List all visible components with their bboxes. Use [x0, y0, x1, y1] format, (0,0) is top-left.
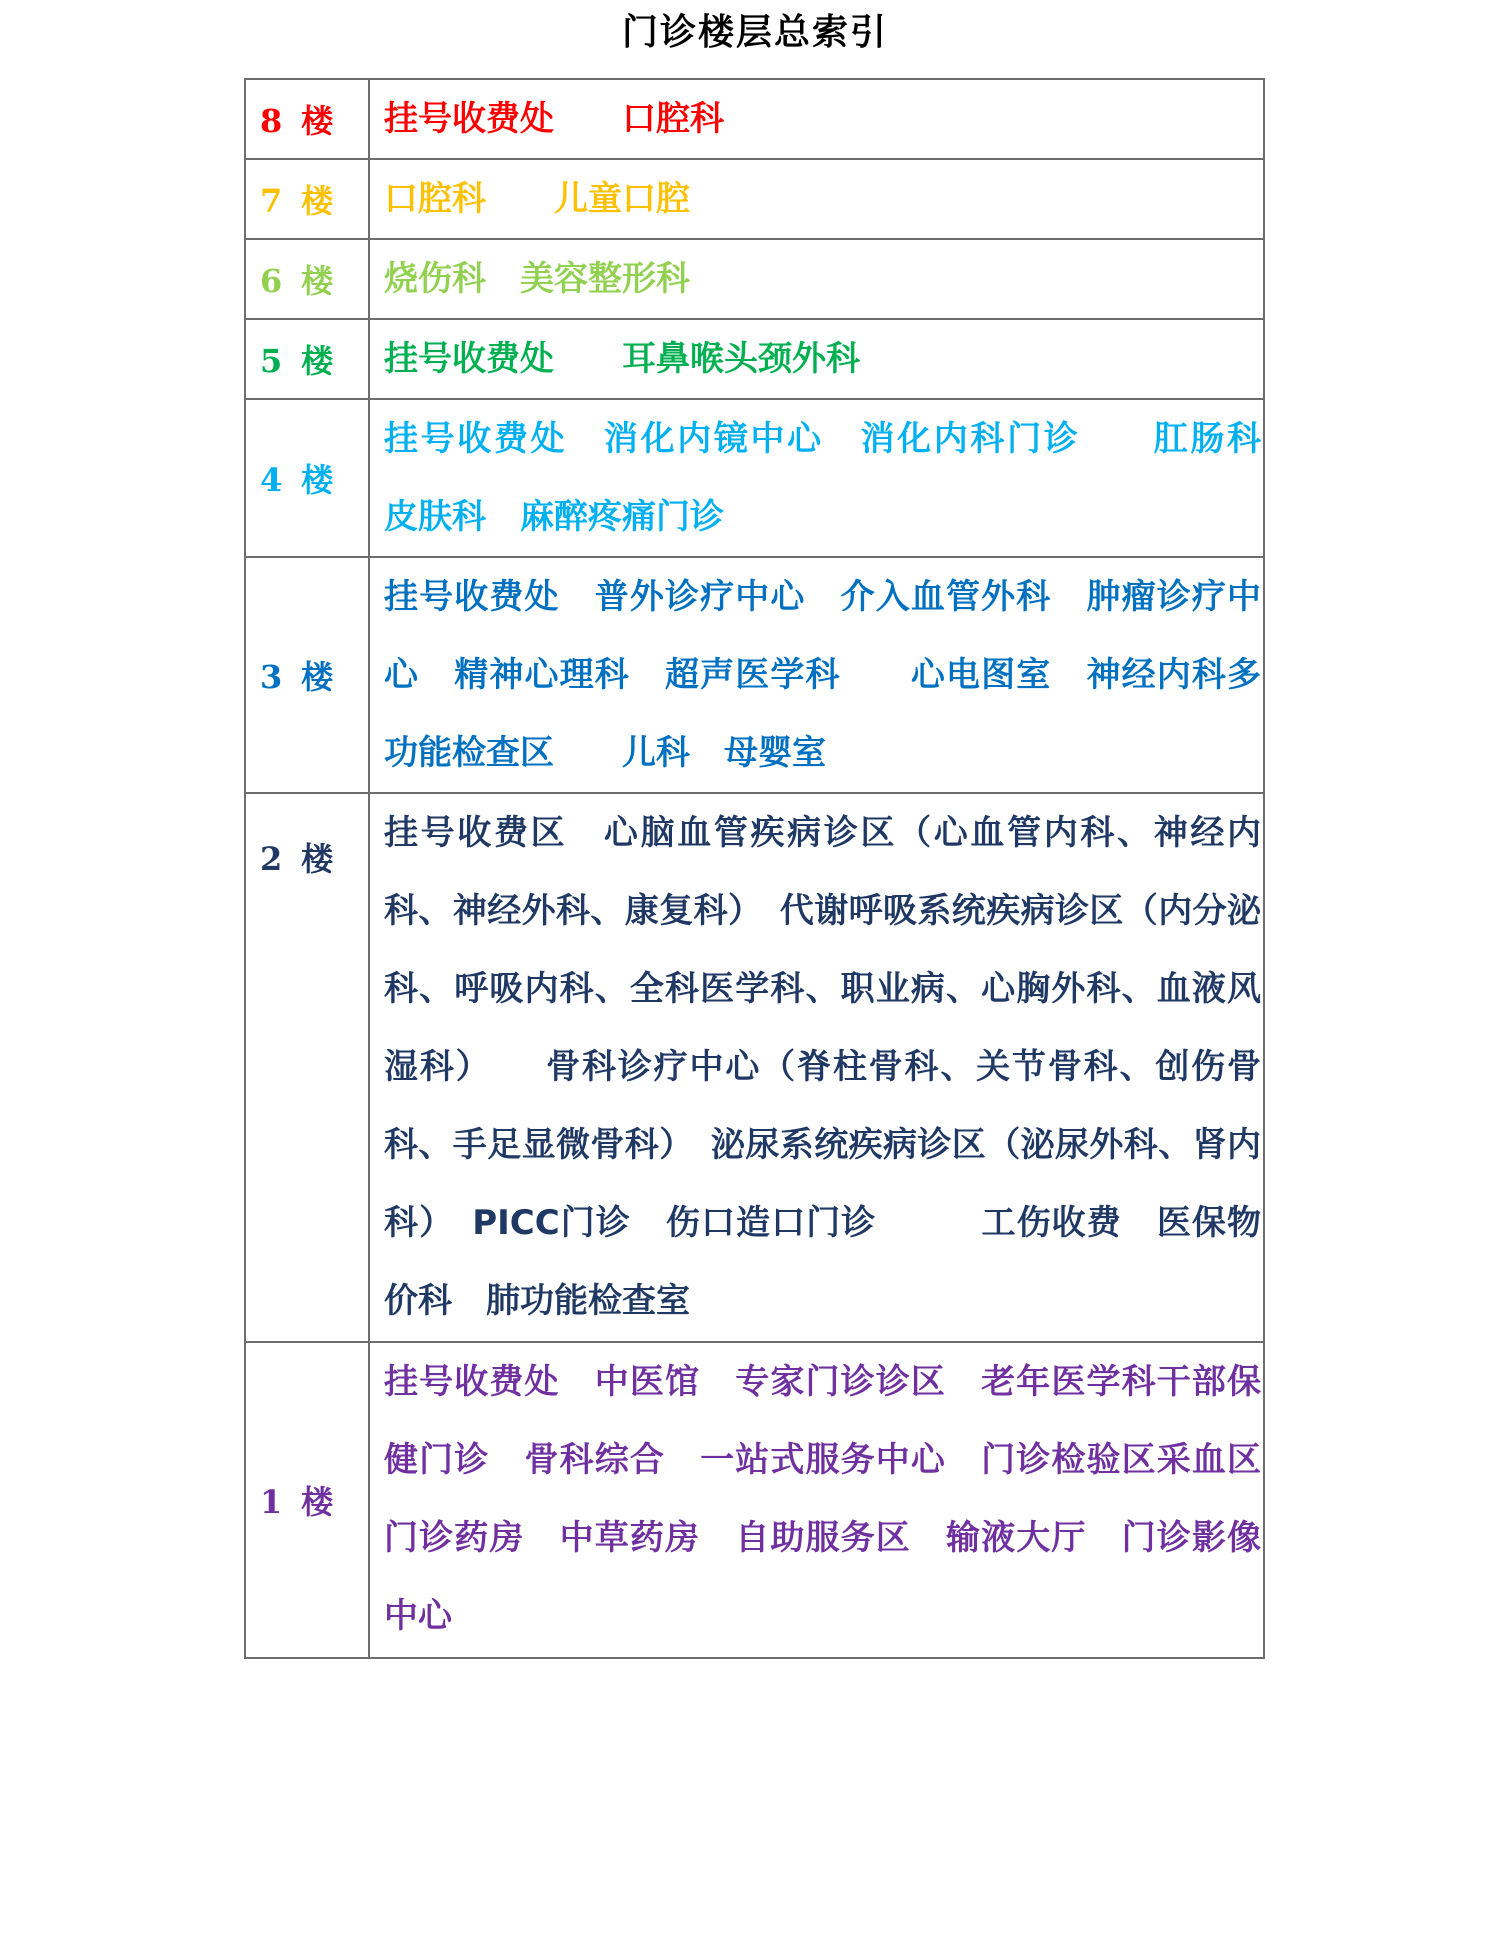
- floor-label: [245, 79, 369, 159]
- department-list: 挂号收费区 心脑血管疾病诊区（心血管内科、神经内科、神经外科、康复科） 代谢呼吸系统疾病诊区（内分泌科、呼吸内科、全科医学科、职业病、心胸外科、血液风湿科） 骨科诊疗中心（脊柱骨科、关节骨科、创伤骨科、手足显微骨科） 泌尿系统疾病诊区（泌尿外科、肾内科） PICC门诊 伤口造口门诊 工伤收费 医保物价科 肺功能检查室: [369, 793, 1264, 1342]
- floor-label: [245, 793, 369, 1342]
- floor-label: [245, 159, 369, 239]
- floor-number: 6: [260, 262, 283, 300]
- floor-number: 4: [260, 461, 283, 499]
- department-list: 挂号收费处 口腔科: [369, 79, 1264, 159]
- floor-number: 5: [260, 342, 283, 380]
- floor-word: 楼: [301, 102, 334, 140]
- table-row: [245, 319, 1264, 399]
- table-row: [245, 1342, 1264, 1658]
- floor-label: [245, 1342, 369, 1658]
- department-list: 挂号收费处 普外诊疗中心 介入血管外科 肿瘤诊疗中心 精神心理科 超声医学科 心电图室 神经内科多功能检查区 儿科 母婴室: [369, 557, 1264, 793]
- floor-number: 7: [260, 182, 283, 220]
- table-row: [245, 557, 1264, 793]
- floor-word: 楼: [301, 1483, 334, 1521]
- table-row: [245, 239, 1264, 319]
- department-list: 烧伤科 美容整形科: [369, 239, 1264, 319]
- floor-number: 2: [260, 840, 283, 878]
- floor-word: 楼: [301, 182, 334, 220]
- department-list: 口腔科 儿童口腔: [369, 159, 1264, 239]
- floor-index-table: [244, 78, 1295, 1659]
- floor-number: 1: [260, 1483, 283, 1521]
- floor-label: [245, 399, 369, 557]
- department-list: 挂号收费处 耳鼻喉头颈外科: [369, 319, 1264, 399]
- table-row: [245, 159, 1264, 239]
- floor-word: 楼: [301, 461, 334, 499]
- floor-label: [245, 319, 369, 399]
- table-row: [245, 79, 1264, 159]
- floor-word: 楼: [301, 658, 334, 696]
- floor-word: 楼: [301, 840, 334, 878]
- table-row: [245, 399, 1264, 557]
- floor-label: [245, 557, 369, 793]
- floor-word: 楼: [301, 342, 334, 380]
- table-row: [245, 793, 1264, 1342]
- floor-label: [245, 239, 369, 319]
- department-list: 挂号收费处 消化内镜中心 消化内科门诊 肛肠科 皮肤科 麻醉疼痛门诊: [369, 399, 1264, 557]
- floor-word: 楼: [301, 262, 334, 300]
- floor-number: 3: [260, 658, 283, 696]
- floor-number: 8: [260, 102, 283, 140]
- page-title: 门诊楼层总索引: [621, 11, 888, 53]
- department-list: 挂号收费处 中医馆 专家门诊诊区 老年医学科干部保健门诊 骨科综合 一站式服务中心 门诊检验区采血区 门诊药房 中草药房 自助服务区 输液大厅 门诊影像中心: [369, 1342, 1264, 1658]
